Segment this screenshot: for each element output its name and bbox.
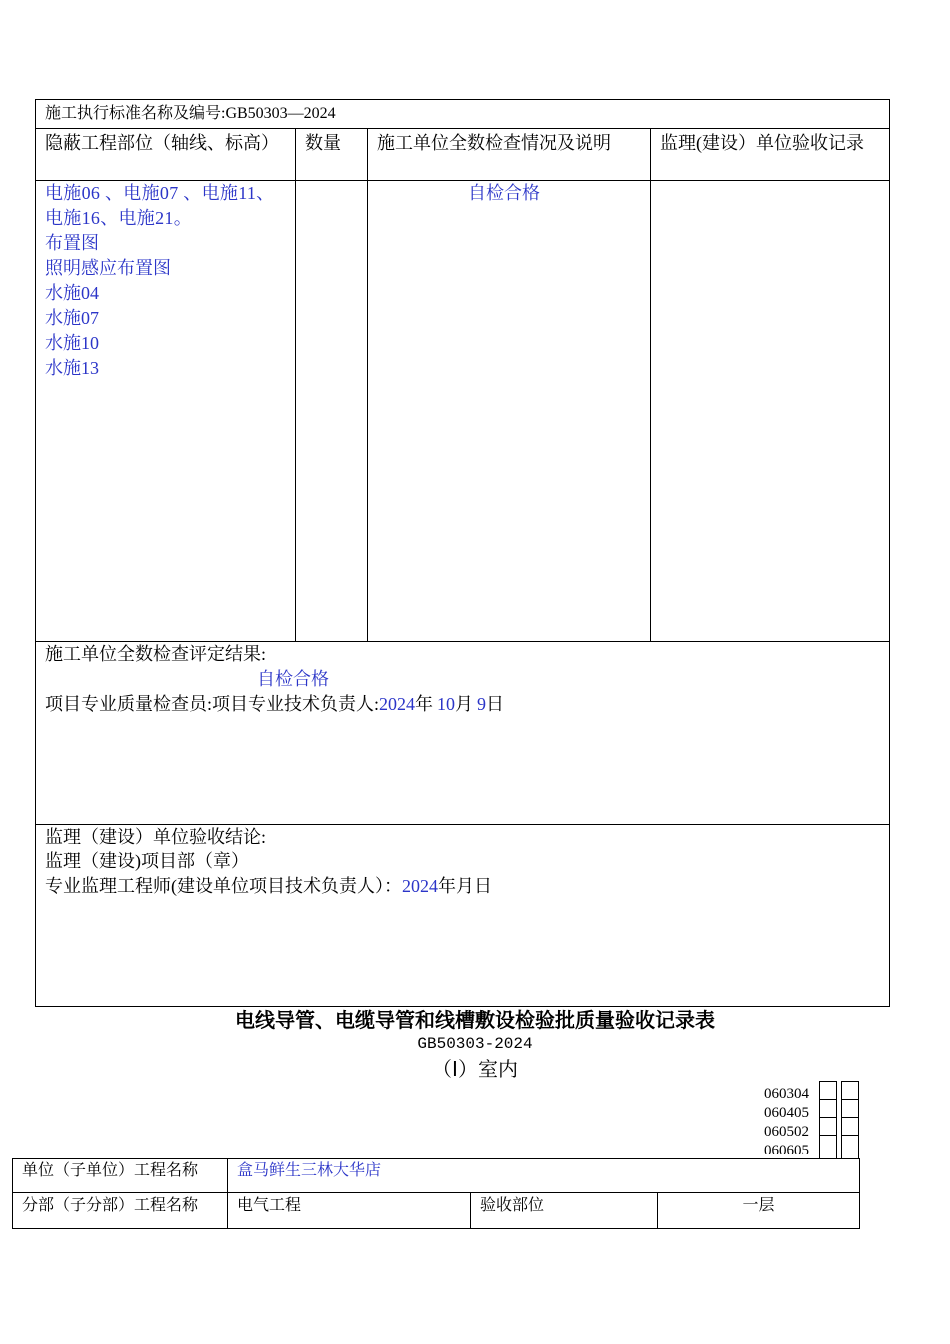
divider — [227, 1158, 228, 1229]
divider — [295, 128, 296, 642]
supervisor-engineer-label: 专业监理工程师(建设单位项目技术负责人）： — [45, 876, 402, 896]
list-item: 水施13 — [45, 358, 99, 378]
col-quantity-header: 数量 — [305, 133, 341, 153]
list-item: 水施10 — [45, 333, 99, 353]
supervisor-engineer-line — [45, 874, 492, 899]
supervisor-dept: 监理（建设)项目部（章） — [45, 851, 249, 871]
code-item: 060405 — [764, 1105, 809, 1121]
month-unit: 月 — [455, 694, 474, 714]
form-title: 电线导管、电缆导管和线槽敷设检验批质量验收记录表 — [235, 1008, 715, 1032]
col-location-header: 隐蔽工程部位（轴线、标高） — [45, 133, 279, 153]
inspector-month: 10 — [437, 694, 456, 714]
standard-line: 施工执行标准名称及编号:GB50303—2024 — [45, 105, 336, 122]
check-result: 自检合格 — [468, 183, 540, 203]
list-item: 水施04 — [45, 283, 99, 303]
divider — [470, 1192, 471, 1229]
code-item: 060605 — [764, 1143, 809, 1154]
supervisor-date-suffix: 年月日 — [438, 876, 492, 896]
divider — [12, 1192, 860, 1193]
sub-project-label: 分部（子分部）工程名称 — [22, 1197, 199, 1214]
supervisor-year: 2024 — [402, 876, 438, 896]
form-subtitle: （Ⅰ）室内 — [432, 1057, 518, 1081]
code-item: 060502 — [764, 1124, 809, 1140]
code-item: 060304 — [764, 1086, 809, 1102]
code-checkbox[interactable] — [819, 1099, 837, 1118]
code-checkbox[interactable] — [841, 1135, 859, 1159]
acceptance-part-value: 一层 — [742, 1197, 775, 1214]
list-item: 水施07 — [45, 308, 99, 328]
inspector-year: 2024 — [379, 694, 416, 714]
inspection-codes — [764, 1085, 809, 1154]
code-checkbox[interactable] — [841, 1099, 859, 1118]
inspector-signature-line — [45, 692, 504, 717]
inspector-day: 9 — [477, 694, 487, 714]
day-unit: 日 — [486, 694, 505, 714]
inspector-label: 项目专业质量检查员:项目专业技术负责人: — [45, 694, 380, 714]
code-checkbox[interactable] — [841, 1081, 859, 1100]
contractor-result-label: 施工单位全数检查评定结果: — [45, 644, 266, 664]
code-checkbox[interactable] — [819, 1081, 837, 1100]
code-checkbox[interactable] — [819, 1135, 837, 1159]
list-item: 电施06 、电施07 、电施11、电施16、电施21。 — [45, 183, 275, 228]
unit-project-value: 盒马鲜生三林大华店 — [237, 1162, 382, 1179]
list-item: 布置图 — [45, 233, 99, 253]
col-acceptance-header: 监理(建设）单位验收记录 — [660, 133, 864, 153]
year-unit: 年 — [415, 694, 434, 714]
location-list — [45, 181, 285, 381]
acceptance-part-label: 验收部位 — [480, 1197, 545, 1214]
list-item: 照明感应布置图 — [45, 258, 171, 278]
sub-project-value: 电气工程 — [237, 1197, 302, 1214]
standard-code: GB50303-2024 — [417, 1035, 533, 1053]
col-check-header: 施工单位全数检查情况及说明 — [377, 133, 611, 153]
divider — [367, 128, 368, 642]
code-checkbox[interactable] — [819, 1117, 837, 1136]
divider — [35, 128, 890, 129]
contractor-result-value: 自检合格 — [257, 669, 329, 689]
divider — [650, 128, 651, 642]
unit-project-label: 单位（子单位）工程名称 — [22, 1162, 199, 1179]
supervisor-conclusion-label: 监理（建设）单位验收结论: — [45, 827, 266, 847]
code-checkbox[interactable] — [841, 1117, 859, 1136]
